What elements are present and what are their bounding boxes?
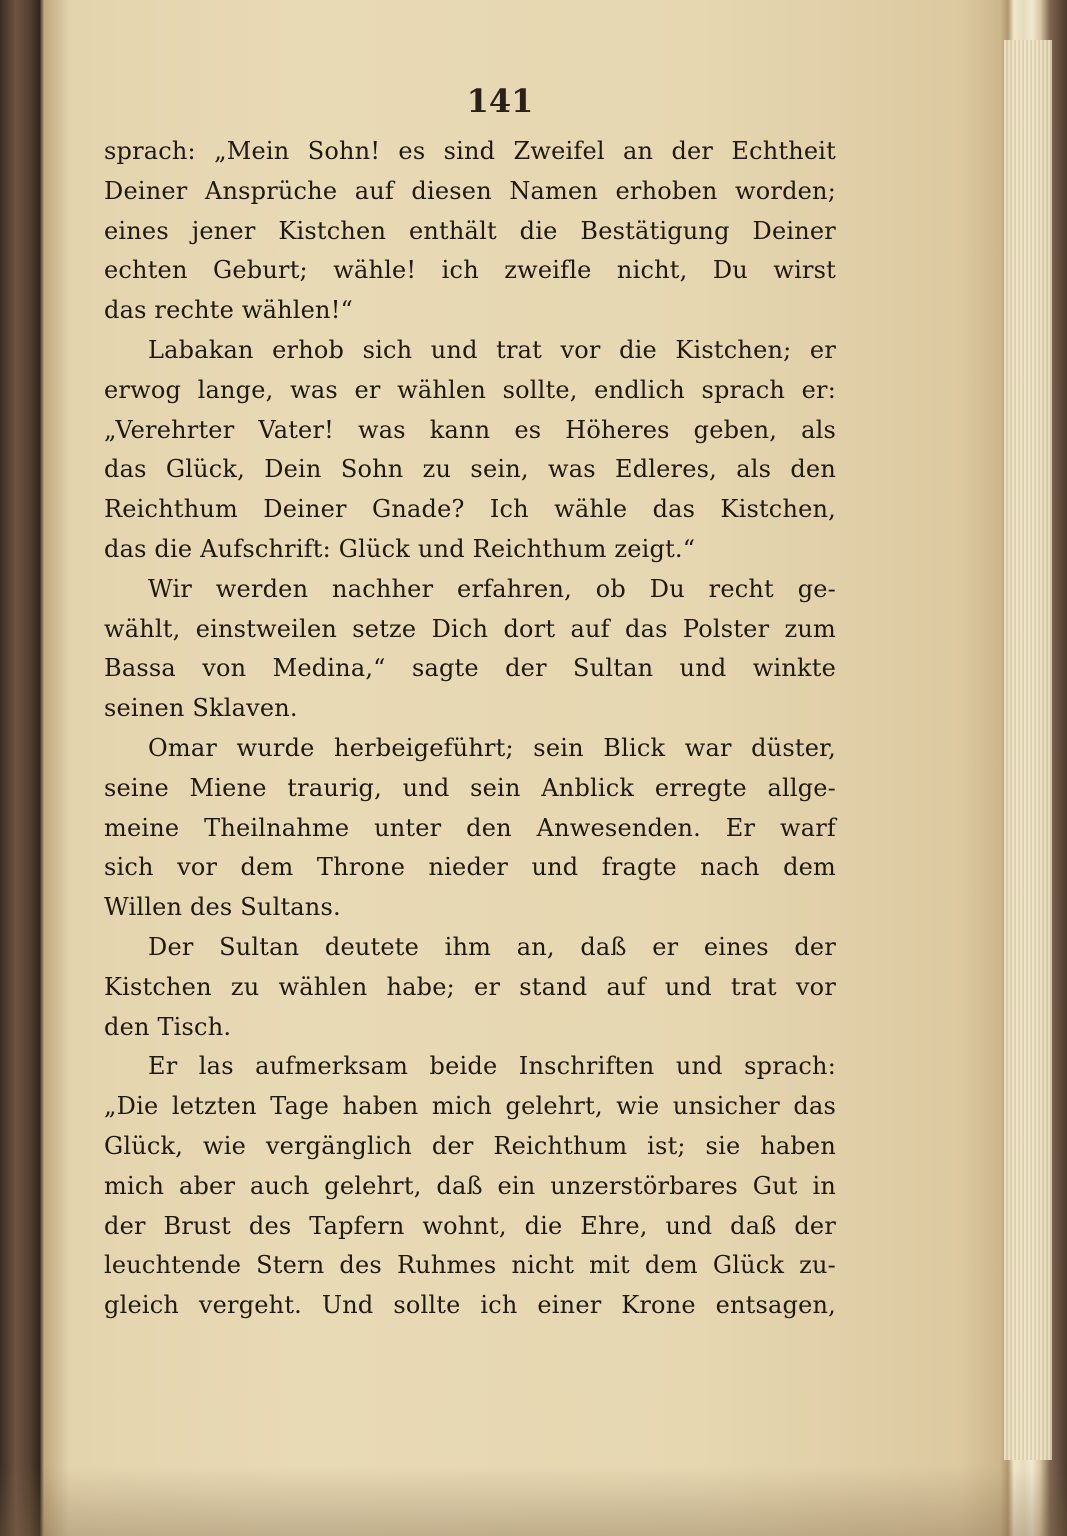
page-edges [1004,40,1052,1460]
text-line: Kistchen zu wählen habe; er stand auf und trat vor [104,972,836,1001]
text-line: Willen des Sultans. [104,893,341,922]
text-line: sich vor dem Throne nieder und fragte nach dem [104,853,836,882]
text-line: das Glück, Dein Sohn zu sein, was Edleres, als den [104,455,836,484]
text-line: Er las aufmerksam beide Inschriften und sprach: [148,1052,836,1081]
text-line: eines jener Kistchen enthält die Bestätigung Deiner [104,216,836,245]
text-line: Deiner Ansprüche auf diesen Namen erhoben worden; [104,176,836,205]
book-page [40,0,1004,1536]
body-text [104,132,836,1326]
text-line: Labakan erhob sich und trat vor die Kistchen; er [148,335,836,364]
text-line: erwog lange, was er wählen sollte, endlich sprach er: [104,375,836,404]
text-line: wählt, einstweilen setze Dich dort auf das Polster zum [104,614,836,643]
text-line: leuchtende Stern des Ruhmes nicht mit dem Glück zu- [104,1251,836,1280]
text-line: seine Miene traurig, und sein Anblick erregte allge- [104,773,836,802]
text-line: Reichthum Deiner Gnade? Ich wähle das Kistchen, [104,495,836,524]
page-shadow [0,1466,1067,1536]
text-line: meine Theilnahme unter den Anwesenden. Er warf [104,813,836,842]
text-line: echten Geburt; wähle! ich zweifle nicht, Du wirst [104,256,836,285]
text-line: das die Aufschrift: Glück und Reichthum zeigt.“ [104,534,696,563]
text-line: „Verehrter Vater! was kann es Höheres geben, als [104,415,836,444]
text-line: Glück, wie vergänglich der Reichthum ist; sie haben [104,1131,836,1160]
text-line: Wir werden nachher erfahren, ob Du recht ge- [148,574,836,603]
text-line: mich aber auch gelehrt, daß ein unzerstörbares Gut in [104,1171,836,1200]
text-line: das rechte wählen!“ [104,296,354,325]
page-number: 141 [466,82,534,120]
text-line: gleich vergeht. Und sollte ich einer Krone entsagen, [104,1291,836,1320]
text-line: Omar wurde herbeigeführt; sein Blick war düster, [148,733,836,762]
text-line: Der Sultan deutete ihm an, daß er eines der [148,932,836,961]
text-line: seinen Sklaven. [104,694,298,723]
book-binding [0,0,40,1536]
text-line: der Brust des Tapfern wohnt, die Ehre, und daß der [104,1211,836,1240]
text-line: den Tisch. [104,1012,232,1041]
text-line: „Die letzten Tage haben mich gelehrt, wie unsicher das [104,1092,836,1121]
text-line: Bassa von Medina,“ sagte der Sultan und winkte [104,654,836,683]
text-line: sprach: „Mein Sohn! es sind Zweifel an der Echtheit [104,137,836,165]
